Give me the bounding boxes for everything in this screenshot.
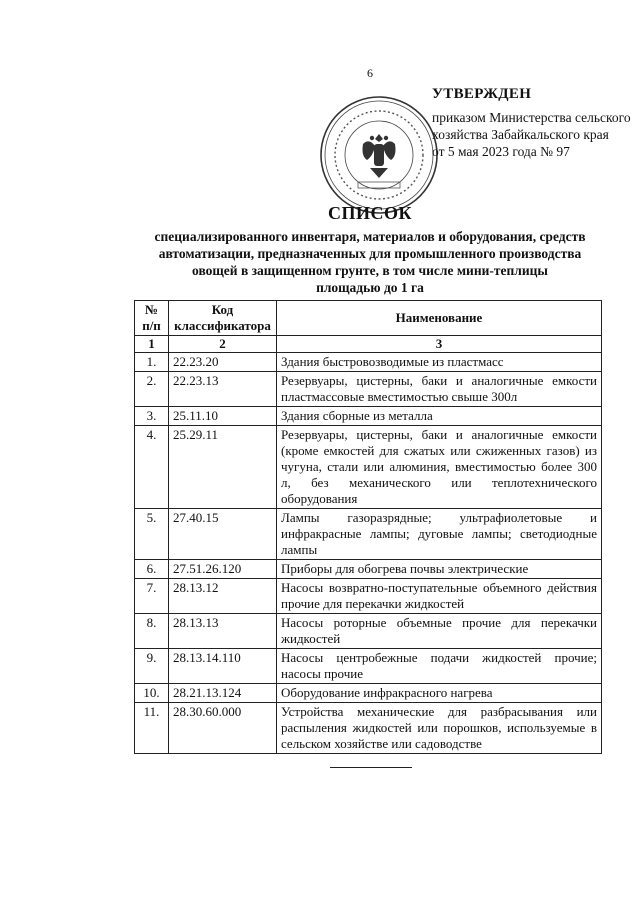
row-number: 3. bbox=[135, 407, 169, 426]
row-code: 25.29.11 bbox=[169, 426, 277, 509]
footer-divider bbox=[330, 767, 412, 768]
approval-heading: УТВЕРЖДЕН bbox=[432, 86, 532, 102]
document-title: СПИСОК bbox=[327, 203, 413, 223]
row-name: Устройства механические для разбрасывания или распыления жидкостей или порошков, используемые в сельском хозяйстве или садоводстве bbox=[277, 703, 602, 754]
row-name: Насосы роторные объемные прочие для перекачки жидкостей bbox=[277, 614, 602, 649]
row-code: 25.11.10 bbox=[169, 407, 277, 426]
document-subtitle-line-3: овощей в защищенном грунте, в том числе мини-теплицы bbox=[192, 263, 548, 278]
table-row bbox=[135, 614, 602, 649]
table-row bbox=[135, 353, 602, 372]
row-code: 28.30.60.000 bbox=[169, 703, 277, 754]
row-name: Приборы для обогрева почвы электрические bbox=[277, 560, 602, 579]
approval-line-2: хозяйства Забайкальского края bbox=[432, 127, 609, 142]
approval-line-3: от 5 мая 2023 года № 97 bbox=[432, 144, 570, 159]
table-body bbox=[135, 353, 602, 754]
row-number: 6. bbox=[135, 560, 169, 579]
row-number: 7. bbox=[135, 579, 169, 614]
row-name: Насосы возвратно-поступательные объемного действия прочие для перекачки жидкостей bbox=[277, 579, 602, 614]
table-row bbox=[135, 407, 602, 426]
row-name: Здания быстровозводимые из пластмасс bbox=[277, 353, 602, 372]
table-row bbox=[135, 649, 602, 684]
table-row bbox=[135, 372, 602, 407]
row-code: 28.13.12 bbox=[169, 579, 277, 614]
table-row bbox=[135, 579, 602, 614]
row-name: Резервуары, цистерны, баки и аналогичные емкости пластмассовые вместимостью свыше 300л bbox=[277, 372, 602, 407]
page-number: 6 bbox=[367, 66, 373, 80]
header-number: № п/п bbox=[135, 301, 169, 336]
row-number: 1. bbox=[135, 353, 169, 372]
row-code: 28.21.13.124 bbox=[169, 684, 277, 703]
approval-line-1: приказом Министерства сельского bbox=[432, 110, 631, 125]
equipment-table bbox=[134, 300, 602, 754]
row-name: Оборудование инфракрасного нагрева bbox=[277, 684, 602, 703]
row-number: 5. bbox=[135, 509, 169, 560]
row-name: Насосы центробежные подачи жидкостей прочие; насосы прочие bbox=[277, 649, 602, 684]
row-code: 22.23.13 bbox=[169, 372, 277, 407]
column-number-2: 2 bbox=[169, 336, 277, 353]
table-row bbox=[135, 509, 602, 560]
column-number-3: 3 bbox=[277, 336, 602, 353]
row-number: 9. bbox=[135, 649, 169, 684]
row-name: Лампы газоразрядные; ультрафиолетовые и инфракрасные лампы; дуговые лампы; светодиодные лампы bbox=[277, 509, 602, 560]
document-subtitle-line-4: площадью до 1 га bbox=[316, 280, 424, 295]
official-seal-icon bbox=[318, 94, 440, 216]
row-code: 27.40.15 bbox=[169, 509, 277, 560]
table-row bbox=[135, 684, 602, 703]
header-code: Код классификатора bbox=[169, 301, 277, 336]
document-subtitle-line-1: специализированного инвентаря, материалов и оборудования, средств bbox=[154, 229, 586, 244]
row-code: 22.23.20 bbox=[169, 353, 277, 372]
table-header-row bbox=[135, 301, 602, 336]
row-code: 27.51.26.120 bbox=[169, 560, 277, 579]
row-number: 11. bbox=[135, 703, 169, 754]
table-row bbox=[135, 703, 602, 754]
table-column-numbers-row bbox=[135, 336, 602, 353]
document-title-block bbox=[150, 203, 590, 296]
table-row bbox=[135, 426, 602, 509]
document-subtitle-line-2: автоматизации, предназначенных для промышленного производства bbox=[158, 246, 582, 261]
row-number: 4. bbox=[135, 426, 169, 509]
approval-block bbox=[432, 86, 631, 160]
row-name: Резервуары, цистерны, баки и аналогичные емкости (кроме емкостей для сжатых или сжиженных газов) из чугуна, стали или алюминия, вместимостью более 300 л, без механического или теплотехнического оборудования bbox=[277, 426, 602, 509]
row-number: 10. bbox=[135, 684, 169, 703]
row-code: 28.13.14.110 bbox=[169, 649, 277, 684]
row-code: 28.13.13 bbox=[169, 614, 277, 649]
column-number-1: 1 bbox=[135, 336, 169, 353]
table-row bbox=[135, 560, 602, 579]
row-number: 2. bbox=[135, 372, 169, 407]
row-name: Здания сборные из металла bbox=[277, 407, 602, 426]
header-name: Наименование bbox=[277, 301, 602, 336]
row-number: 8. bbox=[135, 614, 169, 649]
